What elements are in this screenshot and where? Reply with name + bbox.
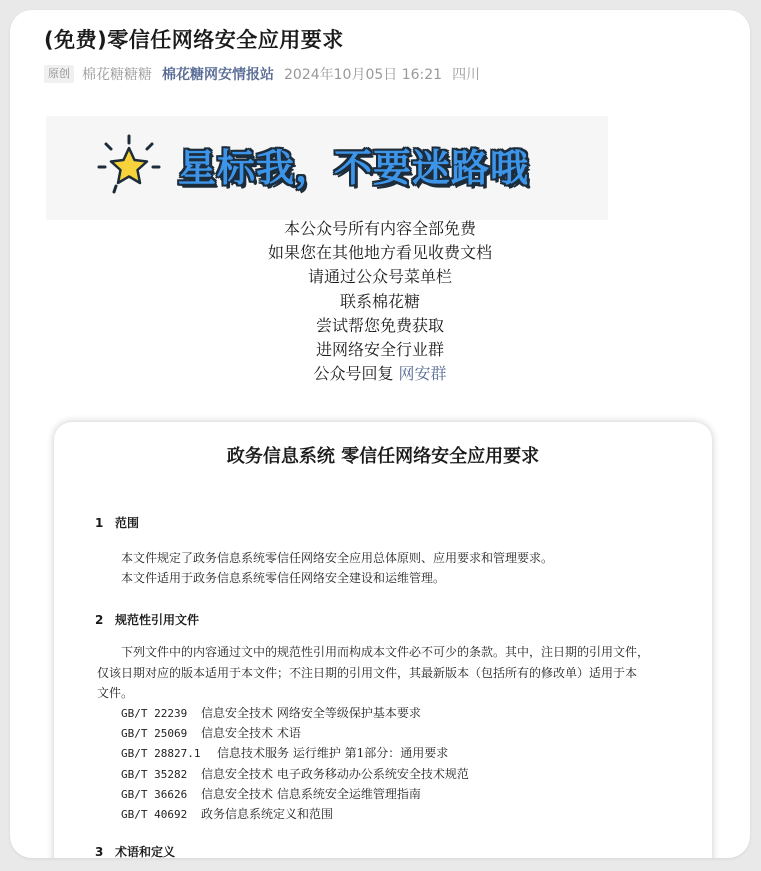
section-number: 1 bbox=[95, 516, 104, 530]
reference-name: 政务信息系统定义和范围 bbox=[201, 806, 334, 821]
location: 四川 bbox=[452, 67, 481, 83]
section-number: 2 bbox=[95, 613, 104, 627]
paragraph: 下列文件中的内容通过文中的规范性引用而构成本文件必不可少的条款。其中，注日期的引用文件， bbox=[121, 645, 650, 659]
reference-name: 信息安全技术 术语 bbox=[201, 726, 301, 741]
reference-item bbox=[121, 784, 469, 804]
section-heading bbox=[95, 611, 199, 628]
article-meta bbox=[44, 64, 480, 84]
intro-line: 尝试帮您免费获取 bbox=[315, 315, 444, 335]
reference-code: GB/T 35282 bbox=[121, 767, 188, 781]
reference-code: GB/T 22239 bbox=[121, 707, 188, 720]
article-title: (免费)零信任网络安全应用要求 bbox=[44, 28, 344, 52]
paragraph: 文件。 bbox=[97, 686, 134, 700]
reference-name: 信息安全技术 电子政务移动办公系统安全技术规范 bbox=[201, 766, 469, 781]
paragraph: 本文件规定了政务信息系统零信任网络安全应用总体原则、应用要求和管理要求。 bbox=[121, 551, 554, 565]
section-title: 范围 bbox=[115, 516, 140, 530]
account-link[interactable]: 棉花糖网安情报站 bbox=[162, 67, 274, 83]
reference-name: 信息安全技术 信息系统安全运维管理指南 bbox=[201, 786, 421, 801]
section-title: 规范性引用文件 bbox=[115, 613, 200, 627]
section-number: 3 bbox=[95, 845, 104, 858]
reference-list bbox=[121, 703, 469, 824]
intro-line: 请通过公众号菜单栏 bbox=[307, 267, 452, 287]
section-title: 术语和定义 bbox=[115, 845, 176, 858]
reply-keyword-link[interactable]: 网安群 bbox=[398, 364, 447, 384]
reference-name: 信息安全技术 网络安全等级保护基本要求 bbox=[201, 706, 421, 720]
intro-block bbox=[20, 217, 740, 386]
banner-text: 星标我，不要迷路哦 bbox=[178, 146, 530, 190]
section-heading bbox=[95, 514, 139, 531]
section-heading bbox=[95, 843, 175, 858]
reply-prefix: 公众号回复 bbox=[313, 364, 399, 384]
star-banner-image bbox=[46, 116, 608, 220]
original-badge: 原创 bbox=[44, 65, 74, 83]
publish-date: 2024年10月05日 16:21 bbox=[284, 67, 443, 83]
intro-line: 进网络安全行业群 bbox=[315, 339, 444, 359]
reference-code: GB/T 40692 bbox=[121, 807, 188, 821]
star-icon bbox=[96, 134, 162, 196]
reference-item bbox=[121, 723, 469, 743]
reference-item bbox=[121, 764, 469, 784]
reference-item bbox=[121, 703, 469, 723]
intro-line: 本公众号所有内容全部免费 bbox=[283, 219, 476, 238]
intro-line: 联系棉花糖 bbox=[339, 291, 420, 311]
reference-code: GB/T 36626 bbox=[121, 787, 188, 801]
reference-code: GB/T 28827.1 bbox=[121, 747, 201, 761]
intro-line-reply bbox=[20, 362, 740, 386]
paragraph: 本文件适用于政务信息系统零信任网络安全建设和运维管理。 bbox=[121, 571, 446, 585]
document-image bbox=[54, 422, 712, 858]
article-card bbox=[10, 10, 750, 858]
document-title: 政务信息系统 零信任网络安全应用要求 bbox=[226, 446, 540, 467]
reference-name: 信息技术服务 运行维护 第1部分：通用要求 bbox=[217, 746, 449, 761]
paragraph: 仅该日期对应的版本适用于本文件；不注日期的引用文件，其最新版本（包括所有的修改单）适用于本 bbox=[97, 666, 638, 680]
author-name[interactable]: 棉花糖糖糖 bbox=[82, 67, 152, 83]
intro-line: 如果您在其他地方看见收费文档 bbox=[267, 243, 492, 263]
reference-code: GB/T 25069 bbox=[121, 727, 188, 741]
reference-item bbox=[121, 743, 469, 763]
reference-item bbox=[121, 804, 469, 824]
